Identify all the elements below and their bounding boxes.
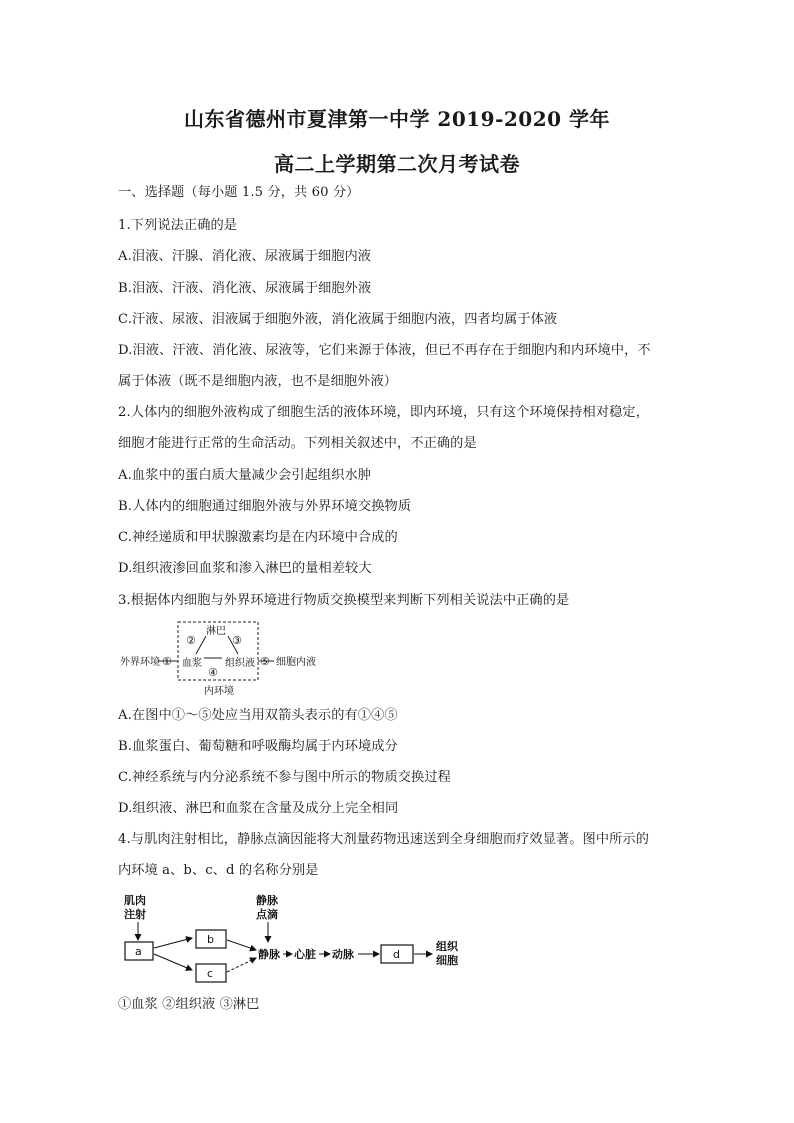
label-tissue-cell-1: 组织: [436, 940, 458, 953]
arrow-c-to-vein: [227, 958, 256, 972]
label-tissue-fluid: 组织液: [225, 658, 255, 669]
q3-option-d: D.组织液、淋巴和血浆在含量及成分上完全相同: [118, 801, 399, 816]
label-heart: 心脏: [294, 948, 316, 961]
q1-option-a: A.泪液、汗腺、消化液、尿液属于细胞内液: [118, 249, 372, 264]
marker-4: ④: [208, 666, 218, 679]
q4-stem-line1: 4.与肌肉注射相比，静脉点滴因能将大剂量药物迅速送到全身细胞而疗效显著。图中所示的: [118, 832, 649, 847]
label-artery: 动脉: [332, 948, 354, 961]
marker-3: ③: [232, 634, 242, 647]
label-plasma: 血浆: [182, 658, 202, 669]
label-tissue-cell-2: 细胞: [436, 954, 458, 967]
arrow-a-to-c: [154, 954, 192, 970]
arrow-b-to-vein: [227, 940, 256, 950]
marker-1: ①: [162, 655, 172, 668]
label-iv-1: 静脉: [256, 894, 278, 907]
label-intracellular-fluid: 细胞内液: [276, 657, 316, 668]
q2-option-b: B.人体内的细胞通过细胞外液与外界环境交换物质: [118, 499, 412, 514]
line-plasma-lymph: [196, 636, 206, 654]
q1-option-d-line1: D.泪液、汗液、消化液、尿液等，它们来源于体液，但已不再存在于细胞内和内环境中，不: [118, 343, 651, 358]
q1-option-b: B.泪液、汗液、消化液、尿液属于细胞外液: [118, 281, 372, 296]
q2-stem-line1: 2.人体内的细胞外液构成了细胞生活的液体环境，即内环境，只有这个环境保持相对稳定，: [118, 405, 649, 420]
drug-delivery-diagram: [118, 890, 478, 990]
label-external-environment: 外界环境: [120, 657, 160, 668]
label-a: a: [135, 945, 142, 958]
label-iv-2: 点滴: [256, 908, 278, 921]
section-heading: 一、选择题（每小题 1.5 分，共 60 分）: [118, 185, 360, 200]
marker-5: ⑤: [260, 655, 270, 668]
q3-option-b: B.血浆蛋白、葡萄糖和呼吸酶均属于内环境成分: [118, 739, 398, 754]
label-c: c: [207, 967, 214, 980]
q1-option-d-line2: 属于体液（既不是细胞内液，也不是细胞外液）: [118, 374, 398, 389]
q3-option-c: C.神经系统与内分泌系统不参与图中所示的物质交换过程: [118, 770, 451, 785]
marker-2: ②: [186, 634, 196, 647]
q2-stem-line2: 细胞才能进行正常的生命活动。下列相关叙述中，不正确的是: [118, 436, 477, 451]
label-im-1: 肌肉: [124, 894, 146, 907]
q4-options: ①血浆 ②组织液 ③淋巴: [118, 997, 260, 1012]
title-line-1: 山东省德州市夏津第一中学 2019-2020 学年: [183, 107, 611, 131]
q2-option-d: D.组织液渗回血浆和渗入淋巴的量相差较大: [118, 561, 372, 576]
q1-option-c: C.汗液、尿液、泪液属于细胞外液，消化液属于细胞内液，四者均属于体液: [118, 312, 558, 327]
label-vein: 静脉: [258, 948, 280, 961]
q2-option-c: C.神经递质和甲状腺激素均是在内环境中合成的: [118, 530, 398, 545]
label-d: d: [393, 948, 400, 961]
label-internal-environment: 内环境: [204, 686, 234, 697]
exchange-model-diagram: [118, 618, 328, 700]
q3-stem: 3.根据体内细胞与外界环境进行物质交换模型来判断下列相关说法中正确的是: [118, 593, 570, 608]
title-line-2: 高二上学期第二次月考试卷: [274, 152, 520, 176]
q3-option-a: A.在图中①～⑤处应当用双箭头表示的有①④⑤: [118, 708, 398, 723]
label-lymph: 淋巴: [206, 626, 226, 637]
q4-stem-line2: 内环境 a、b、c、d 的名称分别是: [118, 863, 319, 878]
q1-stem: 1.下列说法正确的是: [118, 218, 238, 233]
arrow-a-to-b: [154, 938, 192, 948]
label-im-2: 注射: [124, 908, 146, 921]
q2-option-a: A.血浆中的蛋白质大量减少会引起组织水肿: [118, 468, 372, 483]
label-b: b: [207, 933, 214, 946]
